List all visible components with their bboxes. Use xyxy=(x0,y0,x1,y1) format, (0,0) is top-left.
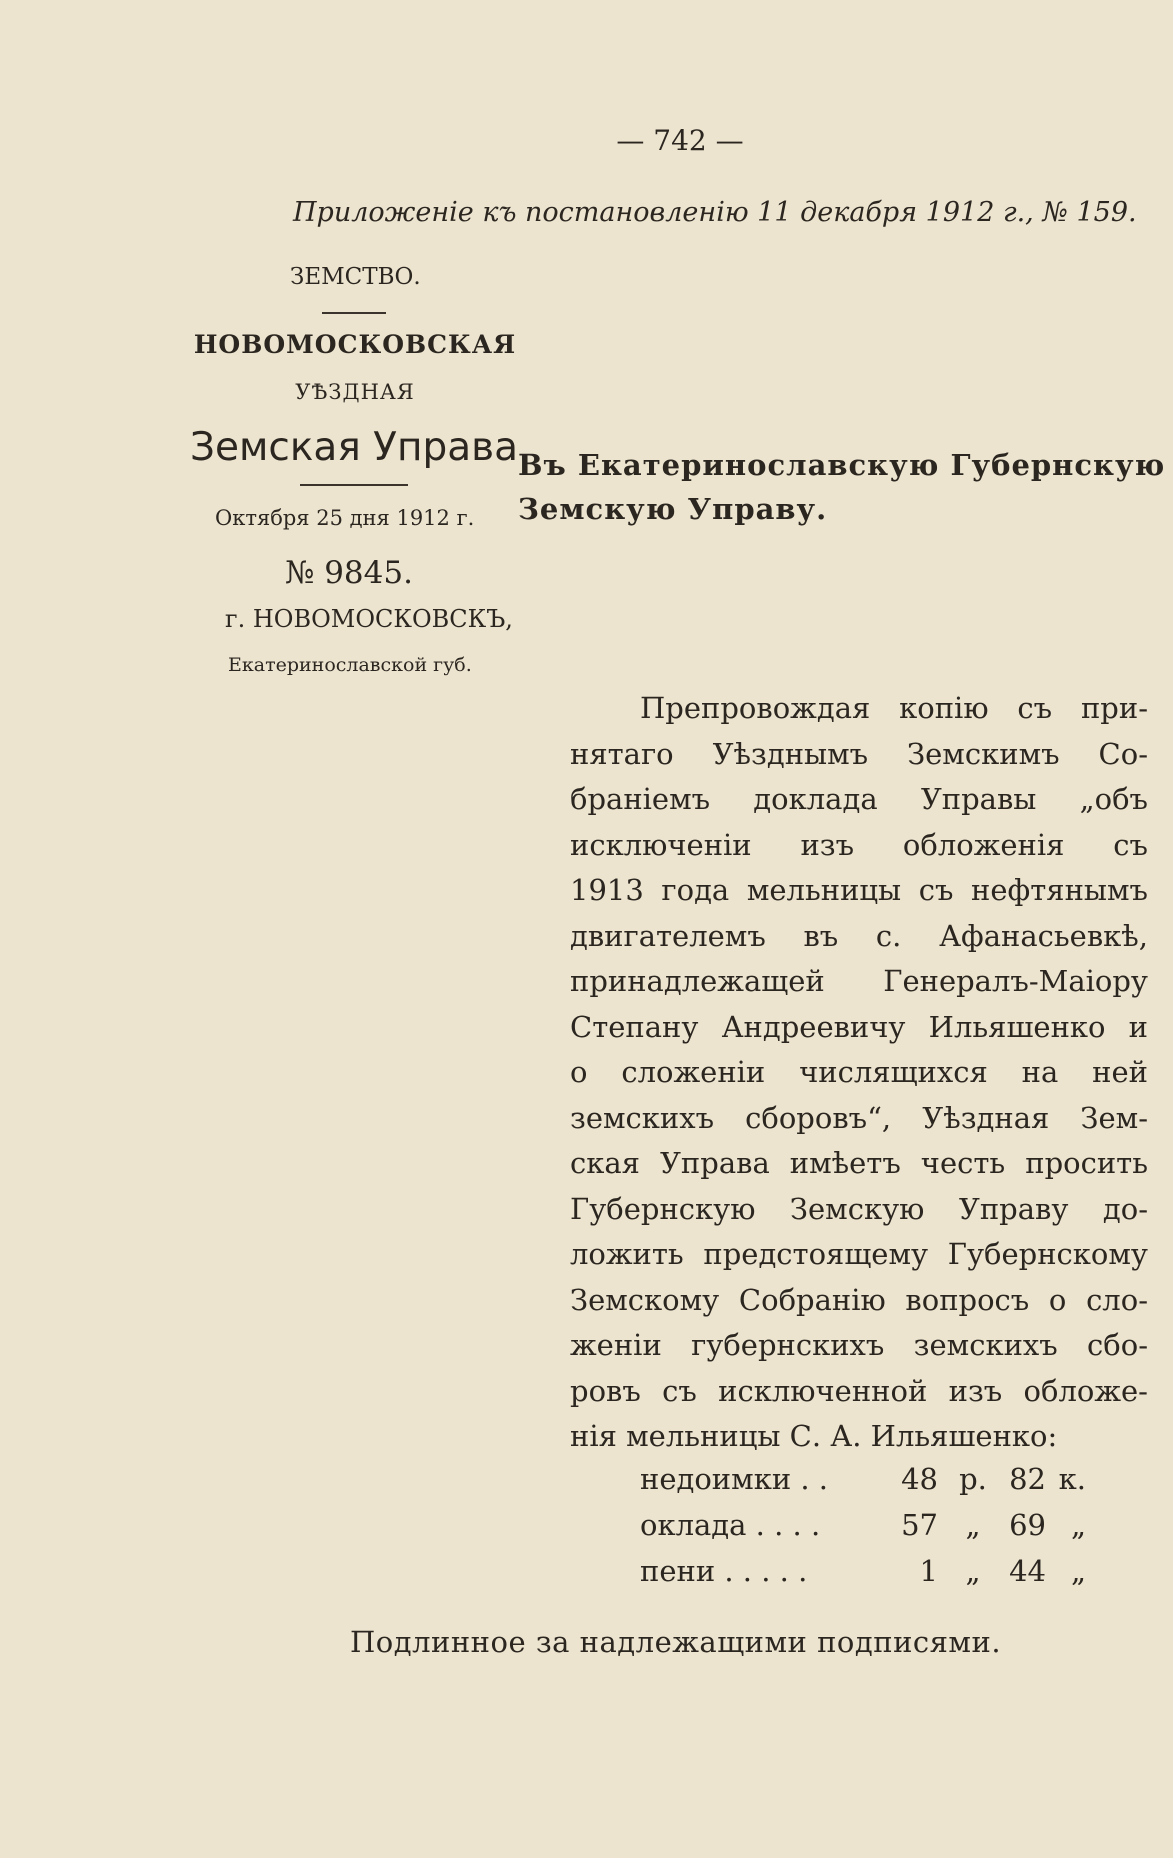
addressee-line-1: Въ Екатеринославскую Губернскую xyxy=(518,448,1166,482)
amount-label: оклада . . . . xyxy=(640,1508,821,1542)
amount-unit: „ xyxy=(965,1508,981,1542)
amount-kop: 82 xyxy=(1009,1462,1046,1496)
amount-unit: к. xyxy=(1058,1462,1086,1496)
divider xyxy=(322,312,386,314)
amount-kop: 69 xyxy=(1009,1508,1046,1542)
body-line: нятаго Уѣзднымъ Земскимъ Со- xyxy=(570,736,1148,771)
body-line: о сложенiи числящихся на ней xyxy=(570,1055,1148,1089)
amount-label: недоимки . . xyxy=(640,1462,829,1496)
body-line: земскихъ сборовъ“, Уѣздная Зем- xyxy=(570,1100,1148,1135)
appendix-line: Приложенiе къ постановленiю 11 декабря 1912 г., № 159. xyxy=(293,197,1137,228)
letter-number: № 9845. xyxy=(285,555,413,591)
uprava-title: Земская Управа. xyxy=(190,425,531,470)
body-line: принадлежащей Генералъ-Маiору xyxy=(570,964,1148,998)
footer-note: Подлинное за надлежащими подписями. xyxy=(350,1625,1002,1659)
amount-row xyxy=(640,1462,1086,1496)
amount-rub: 48 xyxy=(901,1462,938,1496)
amount-row xyxy=(640,1508,1086,1542)
gubernia-name: Екатеринославской губ. xyxy=(228,654,472,676)
amount-kop: 44 xyxy=(1009,1554,1046,1588)
amount-unit: „ xyxy=(965,1554,981,1588)
body-line: двигателемъ въ с. Афанасьевкѣ, xyxy=(570,918,1148,953)
body-line: ская Управа имѣетъ честь просить xyxy=(570,1146,1148,1180)
divider xyxy=(300,484,408,486)
amount-label: пени . . . . . xyxy=(640,1554,808,1588)
body-line: Земскому Собранiю вопросъ о сло- xyxy=(570,1282,1148,1317)
body-line: Степану Андреевичу Ильяшенко и xyxy=(570,1009,1148,1044)
body-line: нiя мельницы С. А. Ильяшенко: xyxy=(570,1419,1058,1453)
amount-rub: 1 xyxy=(919,1554,938,1588)
amount-unit: р. xyxy=(959,1462,987,1496)
body-line: 1913 года мельницы съ нефтянымъ xyxy=(570,873,1148,907)
uezd-label: УѢЗДНАЯ xyxy=(295,380,415,404)
body-line: ровъ съ исключенной изъ обложе- xyxy=(570,1373,1148,1408)
amount-row xyxy=(640,1554,1086,1588)
body-line: ложить предстоящему Губернскому xyxy=(570,1237,1148,1271)
amount-unit: „ xyxy=(1070,1508,1086,1542)
zemstvo-label: ЗЕМСТВО. xyxy=(290,264,421,290)
addressee-line-2: Земскую Управу. xyxy=(518,492,828,526)
district-name: НОВОМОСКОВСКАЯ xyxy=(193,330,517,359)
body-line: исключенiи изъ обложенiя съ xyxy=(570,827,1148,862)
body-line: Препровождая копiю съ при- xyxy=(640,691,1148,725)
city-name: г. НОВОМОСКОВСКЪ, xyxy=(225,605,513,633)
amount-unit: „ xyxy=(1070,1554,1086,1588)
body-line: Губернскую Земскую Управу до- xyxy=(570,1191,1148,1226)
amount-rub: 57 xyxy=(901,1508,938,1542)
letter-date: Октября 25 дня 1912 г. xyxy=(215,506,475,530)
page-number: — 742 — xyxy=(616,124,744,157)
letter-body xyxy=(570,686,1148,1460)
body-line: женiи губернскихъ земскихъ сбо- xyxy=(570,1328,1148,1362)
body-line: бранiемъ доклада Управы „объ xyxy=(570,782,1148,816)
